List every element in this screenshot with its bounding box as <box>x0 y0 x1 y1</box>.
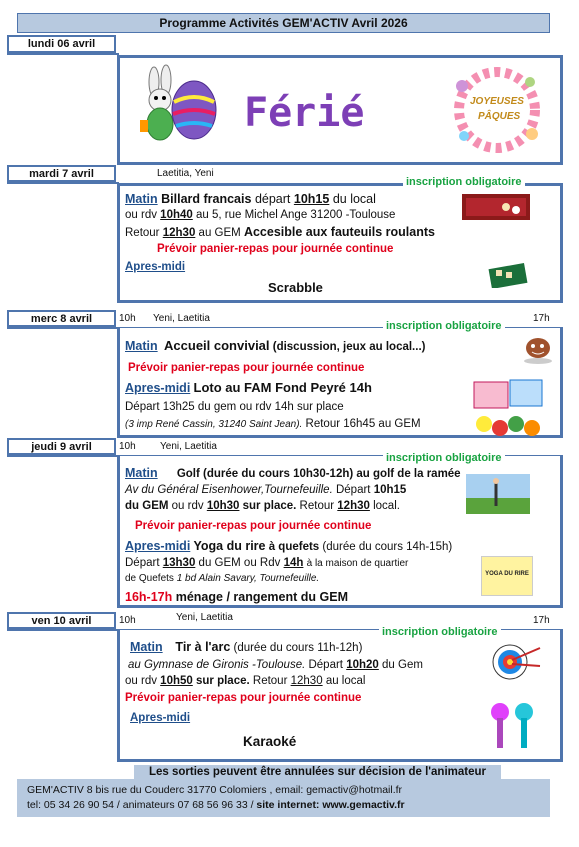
tuesday-matin-activity: Billard francais <box>161 192 252 206</box>
friday-l2d: Retour <box>252 675 288 687</box>
tuesday-l2c: au 5, rue Michel Ange 31200 -Toulouse <box>195 209 396 221</box>
tuesday-pm-label: Apres-midi <box>125 261 186 273</box>
easter-card-image <box>444 66 550 154</box>
thursday-p2a: de Quefets <box>125 573 174 584</box>
thursday-pm-line2 <box>125 573 319 584</box>
thursday-p1a: Départ <box>125 557 160 569</box>
friday-inscription: inscription obligatoire <box>379 626 501 638</box>
thursday-p1c: du GEM ou Rdv <box>198 557 281 569</box>
thursday-chore-line <box>125 590 348 604</box>
wednesday-matin-activity: Accueil convivial <box>164 338 270 353</box>
tuesday-l3d: Accesible aux fauteuils roulants <box>243 225 435 239</box>
friday-panier: Prévoir panier-repas pour journée continue <box>125 692 362 704</box>
friday-line2 <box>125 675 365 687</box>
footer-website: site internet: www.gemactiv.fr <box>256 799 405 811</box>
day-label-thursday: jeudi 9 avril <box>7 438 116 455</box>
thursday-line2 <box>125 500 400 512</box>
tuesday-staff: Laetitia, Yeni <box>157 168 214 179</box>
holiday-label: Férié <box>244 90 365 136</box>
tuesday-l2a: ou rdv <box>125 209 157 221</box>
tuesday-l2b: 10h40 <box>160 209 193 221</box>
thursday-panier: Prévoir panier-repas pour journée continue <box>135 520 372 532</box>
easter-card-line2: PÂQUES <box>478 111 521 122</box>
tuesday-l3a: Retour <box>125 227 160 239</box>
thursday-matin-label: Matin <box>125 466 158 480</box>
thursday-l2b: ou rdv <box>171 500 204 512</box>
tuesday-l3b: 12h30 <box>162 227 196 239</box>
yoga-du-rire-image <box>481 556 533 596</box>
friday-time: 10h <box>119 615 136 626</box>
yoga-image-text: YOGA DU RIRE <box>485 571 529 577</box>
thursday-matin-place: au golf de la ramée <box>356 468 461 480</box>
scrabble-board-icon <box>488 262 528 288</box>
thursday-pm-activity: Yoga du rire <box>193 539 266 553</box>
thursday-morning-line <box>125 466 461 480</box>
thursday-l2c: 10h30 <box>206 500 240 512</box>
tuesday-matin-label: Matin <box>125 192 158 206</box>
friday-matin-label: Matin <box>130 640 163 654</box>
wednesday-time: 10h <box>119 313 136 324</box>
thursday-p1b: 13h30 <box>162 557 196 569</box>
tuesday-l1b: 10h15 <box>293 192 330 206</box>
karaoke-microphone-icon <box>484 700 540 754</box>
archery-target-icon <box>490 642 542 682</box>
day-label-wednesday: merc 8 avril <box>7 310 116 327</box>
friday-matin-detail: (durée du cours 11h-12h) <box>233 642 363 654</box>
lotto-balls-icon <box>470 378 546 438</box>
tuesday-l3c: au GEM <box>198 227 241 239</box>
thursday-inscription: inscription obligatoire <box>383 452 505 464</box>
coffee-cup-icon <box>520 334 556 366</box>
footer-address: GEM'ACTIV 8 bis rue du Couderc 31770 Colomiers , email: gemactiv@hotmail.fr <box>27 784 403 796</box>
day-label-monday: lundi 06 avril <box>7 35 116 53</box>
thursday-pm-label: Apres-midi <box>125 539 191 553</box>
thursday-staff: Yeni, Laetitia <box>160 441 217 452</box>
wednesday-matin-label: Matin <box>125 339 158 353</box>
golf-photo-icon <box>466 474 530 514</box>
friday-l1b: Départ <box>308 659 344 671</box>
thursday-pm-place: à quefets <box>268 541 320 553</box>
tuesday-morning-line1 <box>125 192 376 206</box>
wednesday-l2a: (3 imp René Cassin, 31240 Saint Jean). <box>125 419 303 430</box>
thursday-pm-line1 <box>125 557 408 569</box>
thursday-l2a: du GEM <box>125 500 169 512</box>
tuesday-l1a: départ <box>254 192 291 206</box>
thursday-l2g: local. <box>373 500 400 512</box>
wednesday-panier: Prévoir panier-repas pour journée continue <box>128 362 365 374</box>
friday-l2b: 10h50 <box>160 675 193 687</box>
day-label-friday: ven 10 avril <box>7 612 116 629</box>
wednesday-l2b: Retour 16h45 au GEM <box>305 418 421 430</box>
friday-l2c: sur place. <box>195 675 250 687</box>
wednesday-line2 <box>125 418 421 430</box>
thursday-pm-line <box>125 539 452 553</box>
thursday-p1e: à la maison de quartier <box>306 558 409 569</box>
thursday-l1a: Av du Général Eisenhower,Tournefeuille. <box>125 484 333 496</box>
page-title: Programme Activités GEM'ACTIV Avril 2026 <box>17 13 550 33</box>
tuesday-l1c: du local <box>332 192 376 206</box>
wednesday-staff: Yeni, Laetitia <box>153 313 210 324</box>
wednesday-pm-activity: Loto au FAM Fond Peyré 14h <box>193 380 372 395</box>
friday-l1c: 10h20 <box>346 659 379 671</box>
friday-matin-activity: Tir à l'arc <box>175 640 231 654</box>
thursday-time: 10h <box>119 441 136 452</box>
thursday-l1c: 10h15 <box>373 484 407 496</box>
thursday-l2d: sur place. <box>242 500 297 512</box>
wednesday-pm-line <box>125 380 372 395</box>
friday-l2f: au local <box>325 675 366 687</box>
friday-l1d: du Gem <box>382 659 423 671</box>
friday-l2e: 12h30 <box>290 675 323 687</box>
friday-l2a: ou rdv <box>125 675 157 687</box>
friday-line1 <box>128 659 423 671</box>
friday-staff: Yeni, Laetitia <box>176 612 233 623</box>
day-label-tuesday: mardi 7 avril <box>7 165 116 182</box>
billiard-table-icon <box>462 190 530 222</box>
friday-end: 17h <box>533 615 550 626</box>
tuesday-inscription: inscription obligatoire <box>403 176 525 188</box>
tuesday-panier: Prévoir panier-repas pour journée continue <box>157 243 394 255</box>
wednesday-inscription: inscription obligatoire <box>383 320 505 332</box>
tuesday-morning-line2 <box>125 209 395 221</box>
wednesday-pm-label: Apres-midi <box>125 381 191 395</box>
thursday-chore-time: 16h-17h <box>125 590 173 604</box>
wednesday-line1: Départ 13h25 du gem ou rdv 14h sur place <box>125 401 344 413</box>
footer <box>17 779 550 817</box>
wednesday-morning-line <box>125 338 425 353</box>
friday-morning-line <box>130 640 362 654</box>
tuesday-morning-line3 <box>125 225 435 239</box>
thursday-line1 <box>125 484 406 496</box>
thursday-p1d: 14h <box>283 557 304 569</box>
thursday-matin-activity: Golf <box>176 468 200 480</box>
wednesday-matin-detail: (discussion, jeux au local...) <box>272 341 426 353</box>
footer-contacts <box>27 798 540 813</box>
easter-card-line1: JOYEUSES <box>470 96 524 107</box>
friday-pm-activity: Karaoké <box>243 734 297 749</box>
thursday-matin-detail: (durée du cours 10h30-12h) <box>203 468 354 480</box>
footer-phones: tel: 05 34 26 90 54 / animateurs 07 68 56 96 33 / <box>27 799 254 811</box>
tuesday-pm-activity: Scrabble <box>268 280 323 295</box>
friday-pm-label: Apres-midi <box>130 712 191 724</box>
wednesday-end: 17h <box>533 313 550 324</box>
thursday-pm-detail: (durée du cours 14h-15h) <box>322 541 453 553</box>
thursday-p2b: 1 bd Alain Savary, Tournefeuille. <box>176 573 320 584</box>
thursday-l2e: Retour <box>299 500 335 512</box>
thursday-l1b: Départ <box>335 484 371 496</box>
cancellation-notice: Les sorties peuvent être annulées sur décision de l'animateur <box>134 765 501 779</box>
thursday-l2f: 12h30 <box>337 500 370 512</box>
friday-l1a: au Gymnase de Gironis -Toulouse. <box>128 659 306 671</box>
easter-bunny-icon <box>132 62 227 147</box>
thursday-chore: ménage / rangement du GEM <box>175 590 348 604</box>
